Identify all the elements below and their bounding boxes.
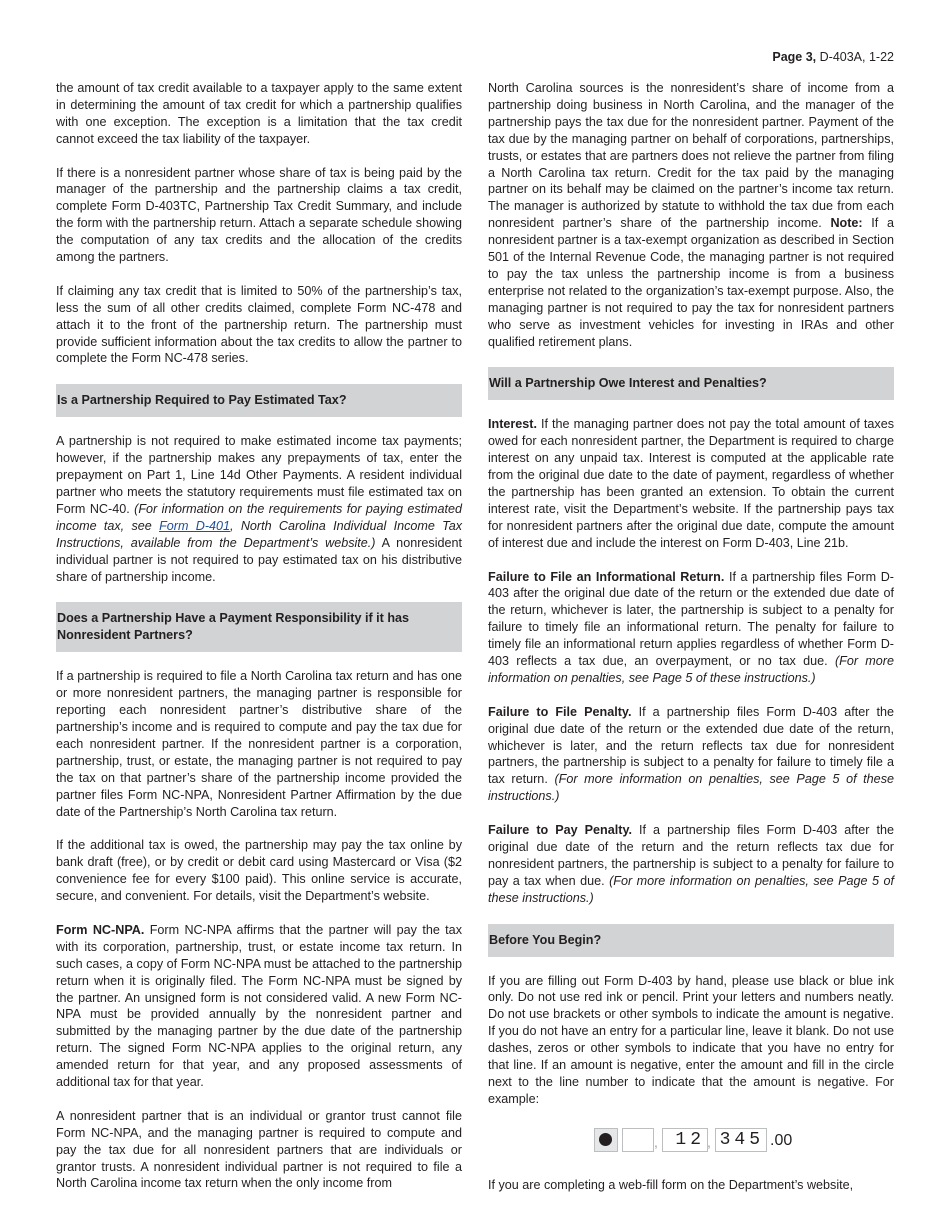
paragraph: If the additional tax is owed, the partnership may pay the tax online by bank draft (free), or by credit or debit card using Mastercard or Visa ($2 convenience fee for every $100 paid). This online service is accurate, secure, and convenient. For details, visit the Department’s website. <box>56 838 462 904</box>
italic-note: (For more information on penalties, see Page 5 of these instructions.) <box>488 772 894 804</box>
right-column <box>488 80 894 1194</box>
section-heading: Is a Partnership Required to Pay Estimated Tax? <box>56 384 462 417</box>
paragraph: A nonresident partner that is an individual or grantor trust cannot file Form NC-NPA, and the managing partner is required to compute and pay the tax due for all nonresident partners that are individuals or grantor trusts. A nonresident individual partner is not required to file a North Carolina income tax return when the only income from <box>56 1108 462 1191</box>
paragraph <box>488 416 894 551</box>
left-column <box>56 80 462 1192</box>
paragraph: If claiming any tax credit that is limited to 50% of the partnership’s tax, less the sum of all other credits claimed, complete Form NC-478 and attach it to the front of the partnership return. The partnership must provide sufficient information about the tax credits to allow the partner to complete the Form NC-478 series. <box>56 283 462 366</box>
italic-note: (For more information on penalties, see Page 5 of these instructions.) <box>488 873 894 905</box>
comma-separator: , <box>707 1133 711 1150</box>
text: North Carolina sources is the nonresident’s share of income from a partnership doing business in North Carolina, and the manager of the partnership pays the tax due for the nonresident partner. Payment of the tax due by the managing partner on behalf of corporations, partnerships, trusts, or estates that are partners does not relieve the partner from filing a North Carolina tax return. Credit for the tax paid by the managing partner on its behalf may be claimed on the partner’s income tax return. The manager is authorized by statute to withhold the tax due from each nonresident partner’s share of the partnership income. <box>488 81 894 231</box>
amount-box-thousands-high <box>622 1128 654 1152</box>
paragraph <box>56 433 462 585</box>
filled-circle-icon <box>599 1133 612 1146</box>
text: , North Carolina Individual Income Tax Instructions, available from the Department’s website.) <box>56 518 462 550</box>
paragraph <box>488 569 894 687</box>
amount-box-thousands: 12 <box>662 1128 708 1152</box>
note-label: Note: <box>830 216 863 231</box>
paragraph <box>56 922 462 1091</box>
text: If the managing partner does not pay the total amount of taxes owed for each nonresident partner, the Department is required to charge interest on any unpaid tax. Interest is computed at the applicable rate from the original due date to the date of payment, regardless of whether the partnership has been granted an extension. To obtain the current interest rate, visit the Department’s website. If the partnership pays tax for nonresident partners after the original due date, compute the amount of interest due and include the interest on Form D-403, Line 21b. <box>488 417 894 550</box>
section-heading: Before You Begin? <box>488 924 894 957</box>
section-heading: Will a Partnership Owe Interest and Penalties? <box>488 367 894 400</box>
text: A partnership is not required to make estimated income tax payments; however, if the partnership makes any prepayments of tax, enter the prepayment on Part 1, Line 14d Other Payments. A resident individual partner who meets the statutory requirements must file estimated tax on Form NC-40. <box>56 434 462 516</box>
paragraph: If a partnership is required to file a North Carolina tax return and has one or more nonresident partners, the managing partner is responsible for reporting each nonresident partner’s distributive share of the partnership’s income and is required to compute and pay the tax due for each nonresident partner. If the nonresident partner is a corporation, partnership, trust, or estate, the managing partner is not required to pay the tax on that partner’s share of the partnership income provided the partner files Form NC-NPA, Nonresident Partner Affirmation by the due date of the Partnership’s North Carolina tax return. <box>56 669 462 819</box>
paragraph <box>488 80 894 351</box>
lead-text: Failure to File Penalty. <box>488 704 632 719</box>
lead-text: Form NC-NPA. <box>56 922 145 937</box>
form-d401-link[interactable]: Form D-401 <box>159 518 231 533</box>
page-number: Page 3, <box>772 50 817 64</box>
text: Form NC-NPA affirms that the partner will pay the tax with its corporation, partnership, trust, or estate income tax return. In such cases, a copy of Form NC-NPA must be attached to the partnership return when it is originally filed. The Form NC-NPA must be signed by the partner. An unsigned form is not considered valid. A new Form NC-NPA must be provided annually by the nonresident partner and submitted by the managing partner by the due date of the partnership return. The signed Form NC-NPA applies to the original return, any amended return for that year, and any proposed assessments of additional tax for that year. <box>56 922 462 1090</box>
paragraph <box>488 822 894 907</box>
text: (For information on the requirements for paying estimated income tax, see <box>56 501 463 533</box>
lead-text: Interest. <box>488 417 537 432</box>
form-id: D-403A, 1-22 <box>819 50 894 64</box>
lead-text: Failure to Pay Penalty. <box>488 823 633 838</box>
negative-amount-example <box>488 1125 894 1161</box>
comma-separator: , <box>654 1133 658 1150</box>
text: If a partnership files Form D-403 after the original due date of the return or the extended due date of the return, whichever is later, and the return reflects tax due for nonresident partners, the partnership is subject to a penalty for failure to timely file a tax return. <box>488 704 894 787</box>
cents-label: .00 <box>770 1131 793 1149</box>
paragraph: If you are filling out Form D-403 by hand, please use black or blue ink only. Do not use red ink or pencil. Print your letters and numbers neatly. Do not use brackets or other symbols to indicate the amount is negative. If you do not have an entry for a particular line, leave it blank. Do not use dashes, zeros or other symbols to indicate that you have no entry for that line. If an amount is negative, enter the amount and fill in the circle next to the line number to indicate that the amount is negative. For example: <box>488 973 894 1106</box>
paragraph: If you are completing a web-fill form on the Department’s website, <box>488 1177 854 1192</box>
text: If a partnership files Form D-403 after the original due date of the return or the extended due date of the return, whichever is later, the partnership is subject to a penalty for failure to timely file an informational return. The penalty for failure to timely file an informational return applies regardless of whether Form D-403 reflects a tax due, an overpayment, or no tax due. <box>488 569 894 669</box>
text: A nonresident individual partner is not required to pay estimated tax on his distributive share of partnership income. <box>56 535 462 584</box>
page-header <box>772 50 894 64</box>
paragraph: If there is a nonresident partner whose share of tax is being paid by the manager of the partnership and the partnership claims a tax credit, complete Form D-403TC, Partnership Tax Credit Summary, and include the form with the partnership return. Attach a separate schedule showing the computation of any tax credits and the allocation of the credits among the partners. <box>56 165 462 265</box>
section-heading: Does a Partnership Have a Payment Responsibility if it has Nonresident Partners? <box>56 602 462 652</box>
text: If a partnership files Form D-403 after the original due date of the return and the return reflects tax due for nonresident partners, the partnership is subject to a penalty for failure to pay a tax when due. <box>488 823 894 888</box>
paragraph: the amount of tax credit available to a taxpayer apply to the same extent in determining the amount of tax credit for which a partnership qualifies with one exception. The exception is a limitation that the tax credit cannot exceed the tax liability of the taxpayer. <box>56 81 462 146</box>
amount-box-units: 345 <box>715 1128 767 1152</box>
paragraph <box>488 704 894 805</box>
text: If a nonresident partner is a tax-exempt organization as described in Section 501 of the Internal Revenue Code, the managing partner is not required to pay the tax unless the partnership income is from a business enterprise not related to the organization’s tax-exempt purpose. Also, the managing partner is not required to pay the tax for nonresident partners who serve as investment vehicles for investing in IRAs and other qualified retirement plans. <box>488 216 894 349</box>
italic-note: (For more information on penalties, see Page 5 of these instructions.) <box>488 654 895 685</box>
lead-text: Failure to File an Informational Return. <box>488 569 725 584</box>
